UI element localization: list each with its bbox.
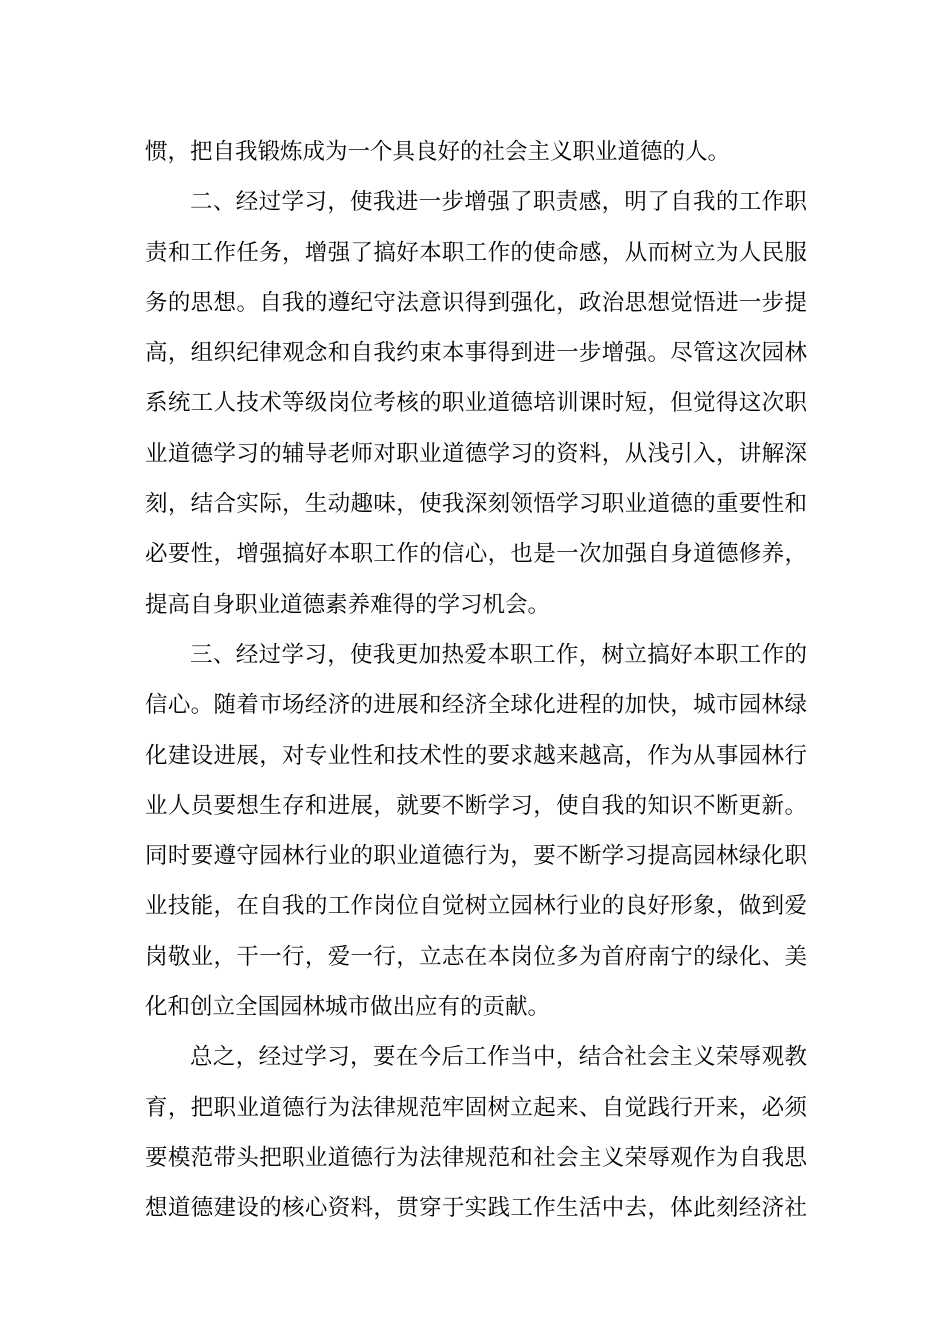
text-line: 育，把职业道德行为法律规范牢固树立起来、自觉践行开来，必须 [145,1094,807,1121]
text-line: 业技能，在自我的工作岗位自觉树立园林行业的良好形象，做到爱 [145,893,807,920]
text-line: 高，组织纪律观念和自我约束本事得到进一步增强。尽管这次园林 [145,340,807,367]
text-line: 责和工作任务，增强了搞好本职工作的使命感，从而树立为人民服 [145,239,807,266]
text-line: 务的思想。自我的遵纪守法意识得到强化，政治思想觉悟进一步提 [145,289,807,316]
paragraph-start-line: 总之，经过学习，要在今后工作当中，结合社会主义荣辱观教 [190,1044,807,1071]
text-line: 业道德学习的辅导老师对职业道德学习的资料，从浅引入，讲解深 [145,440,807,467]
body-text [145,127,807,1234]
text-line: 系统工人技术等级岗位考核的职业道德培训课时短，但觉得这次职 [145,390,807,417]
text-line: 惯，把自我锻炼成为一个具良好的社会主义职业道德的人。 [145,139,731,165]
text-line: 必要性，增强搞好本职工作的信心，也是一次加强自身道德修养， [145,541,807,568]
text-line: 要模范带头把职业道德行为法律规范和社会主义荣辱观作为自我思 [145,1144,807,1171]
text-line: 信心。随着市场经济的进展和经济全球化进程的加快，城市园林绿 [145,692,807,719]
text-line: 提高自身职业道德素养难得的学习机会。 [145,591,551,618]
text-line: 化建设进展，对专业性和技术性的要求越来越高，作为从事园林行 [145,742,807,769]
text-line: 同时要遵守园林行业的职业道德行为，要不断学习提高园林绿化职 [145,843,807,870]
text-line: 岗敬业，干一行，爱一行，立志在本岗位多为首府南宁的绿化、美 [145,943,807,970]
paragraph-start-line: 二、经过学习，使我进一步增强了职责感，明了自我的工作职 [190,189,807,216]
paragraph-start-line: 三、经过学习，使我更加热爱本职工作，树立搞好本职工作的 [190,641,807,668]
text-line: 业人员要想生存和进展，就要不断学习，使自我的知识不断更新。 [145,792,807,819]
text-line: 刻，结合实际，生动趣味，使我深刻领悟学习职业道德的重要性和 [145,491,807,518]
text-line: 化和创立全国园林城市做出应有的贡献。 [145,994,551,1021]
text-line: 想道德建设的核心资料，贯穿于实践工作生活中去，体此刻经济社 [145,1195,807,1222]
